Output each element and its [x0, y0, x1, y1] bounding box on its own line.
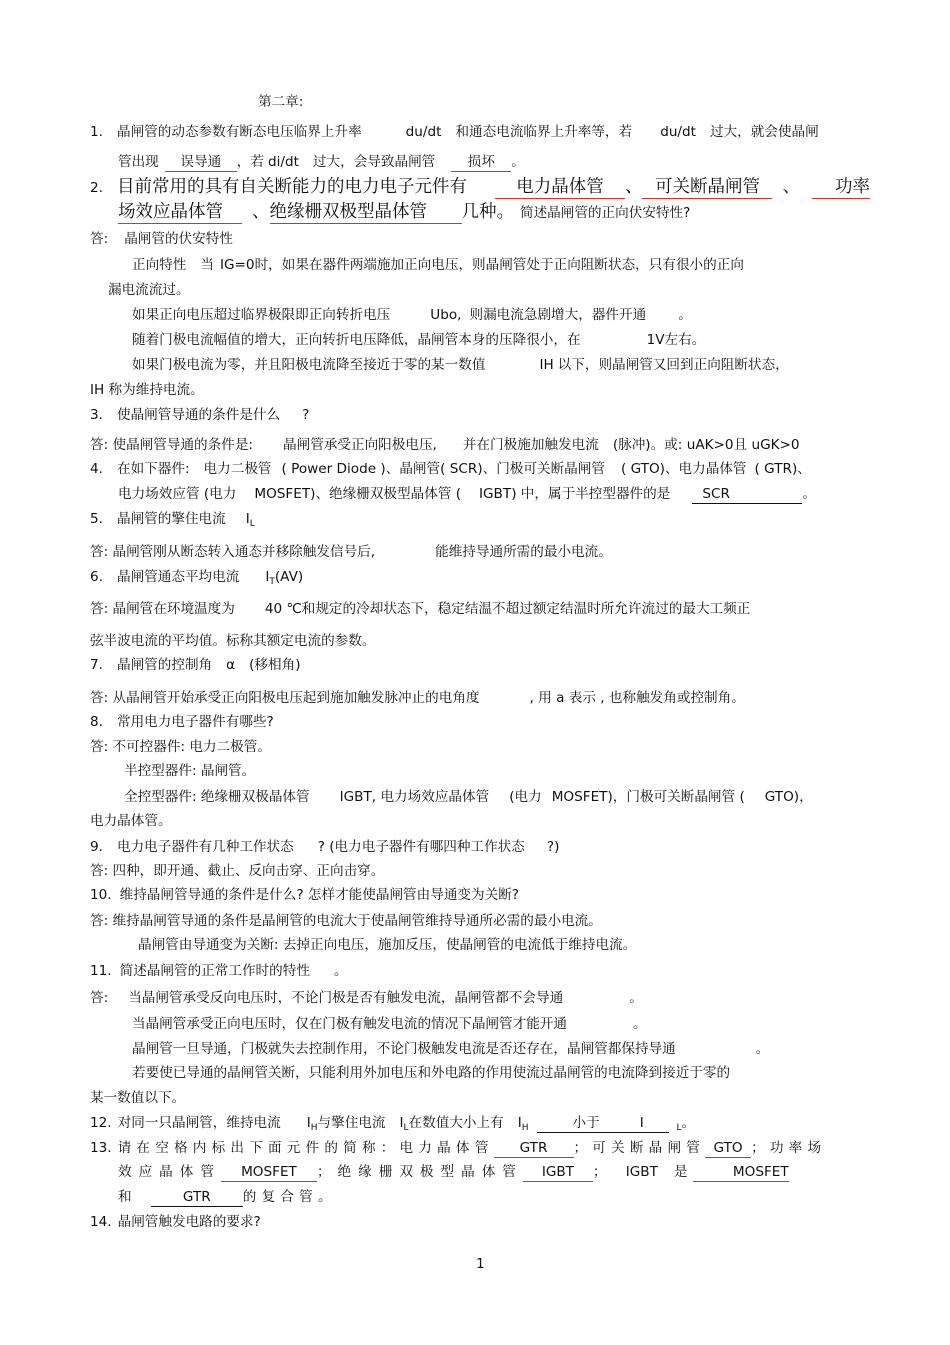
answer-6-line-1: 答: 晶闸管在环境温度为 40 ℃和规定的冷却状态下，稳定结温不超过额定结温时所允许流过的最大工频正 — [90, 601, 751, 617]
question-13: 13. 请在空格内标出下面元件的简称：电力晶体管 GTR ；可关断晶闸管 GTO ；功率场 — [90, 1140, 827, 1156]
blank-igbt: 绝缘栅双极型晶体管 — [270, 201, 462, 224]
question-8: 8. 常用电力电子器件有哪些? — [90, 714, 274, 730]
question-2-line-2: 场效应晶体管 、绝缘栅双极型晶体管 几种。 简述晶闸管的正向伏安特性? — [118, 202, 691, 222]
answer-11-line-5: 某一数值以下。 — [90, 1090, 186, 1106]
question-4-line-2: 电力场效应管 (电力 MOSFET)、绝缘栅双极型晶体管 ( IGBT) 中，属于半控型器件的是 SCR 。 — [118, 486, 816, 502]
blank-power-mos-part2: 场效应晶体管 — [118, 201, 242, 224]
blank-semi-controlled: SCR — [692, 485, 802, 504]
answer-8-line-4: 电力晶体管。 — [90, 813, 172, 829]
question-1-line-2: 管出现 误导通 ，若 di/dt 过大，会导致晶闸管 损坏 。 — [118, 154, 525, 170]
answer-11-line-1: 答: 当晶闸管承受反向电压时，不论门极是否有触发电流，晶闸管都不会导通 。 — [90, 990, 643, 1006]
question-6: 6. 晶闸管通态平均电流 $I_T(AV)$ — [90, 569, 304, 587]
blank-less-than: 小于 I — [537, 1114, 669, 1133]
answer-11-line-2: 当晶闸管承受正向电压时，仅在门极有触发电流的情况下晶闸管才能开通 。 — [132, 1016, 647, 1032]
answer-9: 答: 四种，即开通、截止、反向击穿、正向击穿。 — [90, 863, 385, 879]
blank-gtr: 电力晶体管 — [495, 176, 625, 199]
blank-gtr-abbr: GTR — [494, 1139, 574, 1158]
blank-gtr-composite: GTR — [151, 1188, 243, 1207]
page-number: 1 — [476, 1256, 485, 1272]
answer-8-line-1: 答: 不可控器件: 电力二极管。 — [90, 739, 271, 755]
blank-igbt-abbr: IGBT — [523, 1163, 593, 1182]
question-3: 3. 使晶闸管导通的条件是什么 ? — [90, 407, 310, 423]
answer-2-line-2: 正向特性 当 IG=0时，如果在器件两端施加正向电压，则晶闸管处于正向阻断状态，只有很小的正向 — [132, 257, 744, 273]
answer-2-line-5: 随着门极电流幅值的增大，正向转折电压降低，晶闸管本身的压降很小，在 1V左右。 — [132, 332, 706, 348]
question-2: 2. 目前常用的具有自关断能力的电力电子元件有 电力晶体管 、 可关断晶闸管 、 功率 — [90, 177, 870, 197]
answer-6-line-2: 弦半波电流的平均值。标称其额定电流的参数。 — [90, 633, 376, 649]
answer-8-line-3: 全控型器件: 绝缘栅双极晶体管 IGBT, 电力场效应晶体管 (电力 MOSFET)，门极可关断晶闸管 ( GTO)， — [124, 789, 813, 805]
question-4: 4. 在如下器件: 电力二极管 ( Power Diode )、晶闸管( SCR)、门极可关断晶闸管 ( GTO)、电力晶体管 ( GTR)、 — [90, 461, 811, 477]
question-12: 12. 对同一只晶闸管，维持电流 $I_H$与擎住电流 $I_L$在数值大小上有 $I_H$ 小于 I $_L$。 — [90, 1115, 696, 1133]
blank-mosfet-abbr: MOSFET — [221, 1163, 317, 1182]
question-11: 11. 简述晶闸管的正常工作时的特性 。 — [90, 963, 348, 979]
answer-2-line-3: 漏电流流过。 — [108, 282, 190, 298]
blank-mosfet-composite: MOSFET — [693, 1163, 789, 1182]
answer-8-line-2: 半控型器件: 晶闸管。 — [124, 763, 256, 779]
blank-gto-abbr: GTO — [705, 1139, 751, 1158]
question-1: 1. 晶闸管的动态参数有断态电压临界上升率 du/dt 和通态电流临界上升率等，若 du/dt 过大，就会使晶闸 — [90, 124, 819, 140]
answer-5: 答: 晶闸管刚从断态转入通态并移除触发信号后, 能维持导通所需的最小电流。 — [90, 544, 612, 560]
question-9: 9. 电力电子器件有几种工作状态 ? (电力电子器件有哪四种工作状态 ?) — [90, 839, 560, 855]
question-10: 10. 维持晶闸管导通的条件是什么? 怎样才能使晶闸管由导通变为关断? — [90, 887, 519, 903]
answer-2-line-4: 如果正向电压超过临界极限即正向转折电压 Ubo, 则漏电流急剧增大，器件开通 。 — [132, 307, 692, 323]
question-13-line-2: 效应晶体管 MOSFET ；绝缘栅双极型晶体管 IGBT ； IGBT 是 MOSFET — [118, 1164, 789, 1180]
answer-11-line-4: 若要使已导通的晶闸管关断，只能利用外加电压和外电路的作用使流过晶闸管的电流降到接近于零的 — [132, 1065, 731, 1081]
blank-gto: 可关断晶闸管 — [642, 176, 772, 199]
question-14: 14. 晶闸管触发电路的要求? — [90, 1214, 261, 1230]
answer-2-line-7: IH 称为维持电流。 — [90, 382, 204, 398]
question-7: 7. 晶闸管的控制角 α (移相角) — [90, 657, 301, 673]
question-5: 5. 晶闸管的擎住电流 $I_L$ — [90, 511, 255, 529]
answer-10-line-1: 答: 维持晶闸管导通的条件是晶闸管的电流大于使晶闸管维持导通所必需的最小电流。 — [90, 913, 602, 929]
blank-damage: 损坏 — [451, 153, 511, 172]
question-13-line-3: 和 GTR 的复合管。 — [118, 1189, 337, 1205]
answer-3: 答: 使晶闸管导通的条件是: 晶闸管承受正向阳极电压, 并在门极施加触发电流 (脉冲)。或: uAK>0且 uGK>0 — [90, 437, 800, 453]
answer-2-line-1: 答: 晶闸管的伏安特性 — [90, 231, 233, 247]
answer-11-line-3: 晶闸管一旦导通，门极就失去控制作用，不论门极触发电流是否还存在，晶闸管都保持导通 。 — [132, 1041, 770, 1057]
chapter-title: 第二章: — [258, 94, 304, 110]
answer-7: 答: 从晶闸管开始承受正向阳极电压起到施加触发脉冲止的电角度 , 用 a 表示 , 也称触发角或控制角。 — [90, 690, 745, 706]
answer-2-line-6: 如果门极电流为零，并且阳极电流降至接近于零的某一数值 IH 以下，则晶闸管又回到正向阻断状态， — [132, 357, 789, 373]
blank-power-mos-part1: 功率 — [812, 176, 870, 199]
answer-10-line-2: 晶闸管由导通变为关断: 去掉正向电压，施加反压，使晶闸管的电流低于维持电流。 — [138, 937, 637, 953]
blank-misconduction: 误导通 — [165, 153, 237, 172]
